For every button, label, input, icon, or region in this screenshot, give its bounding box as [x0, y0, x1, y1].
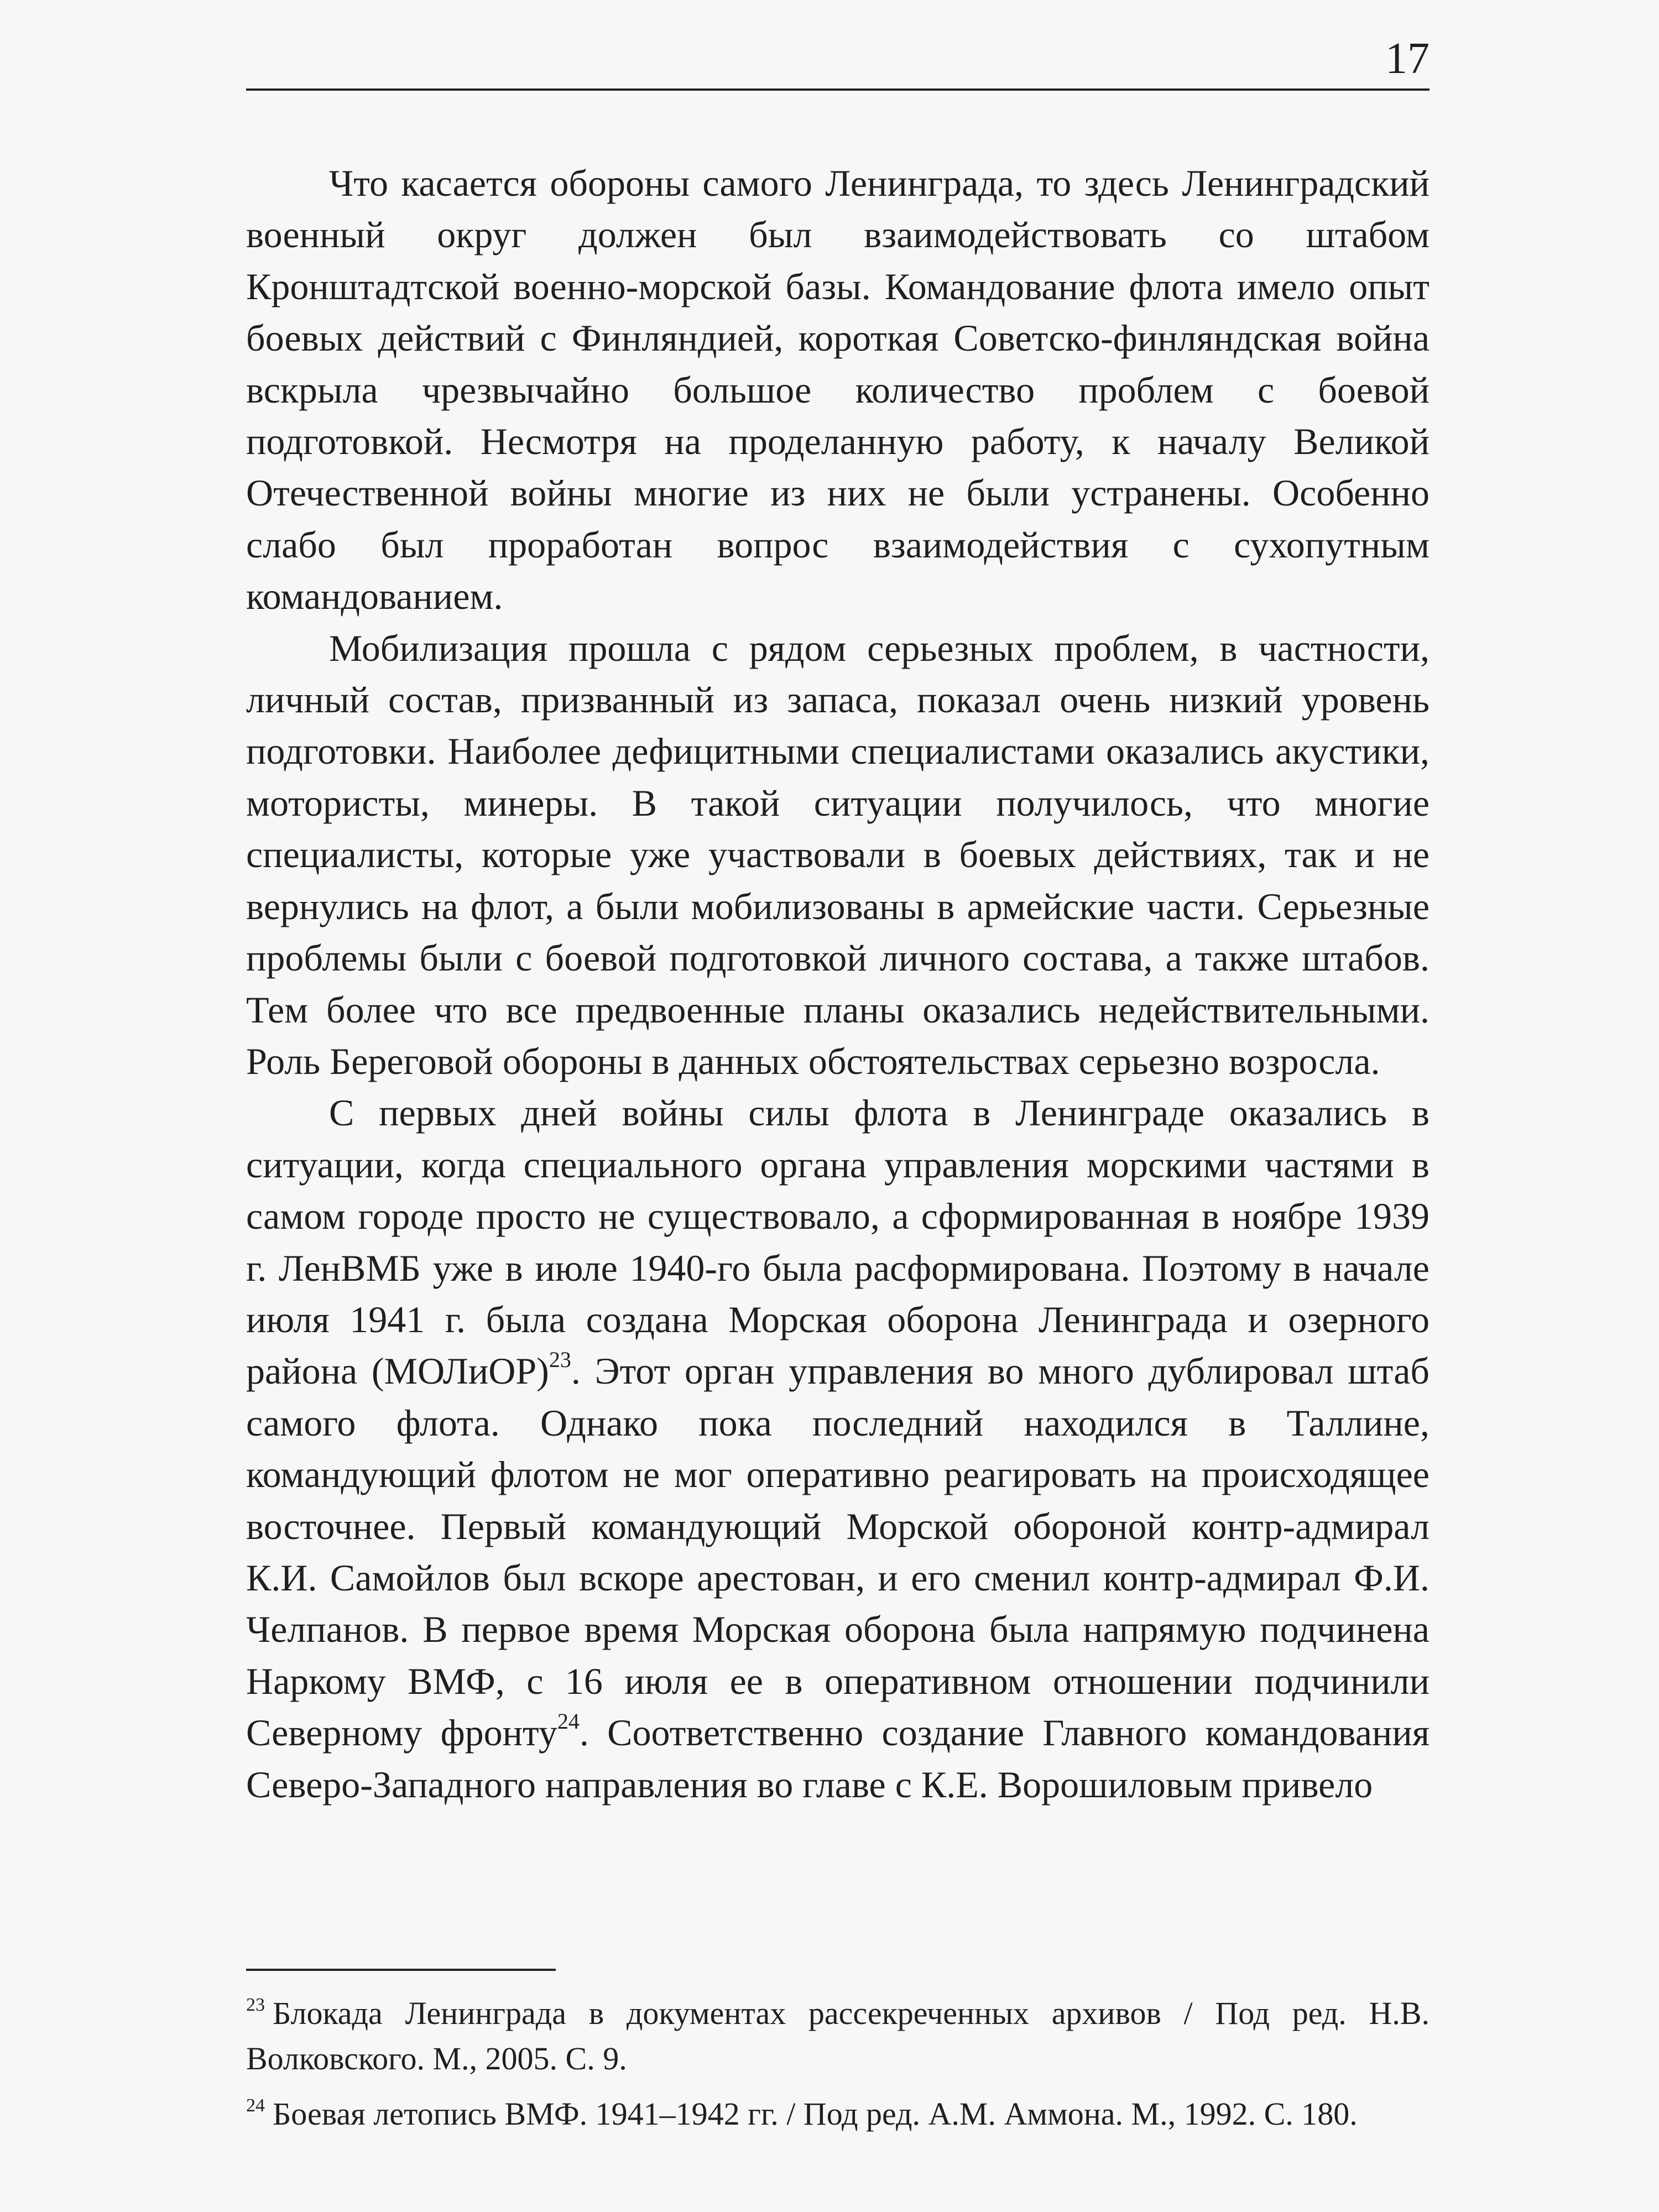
paragraph-3-text-b: . Этот орган управления во много дублировал штаб самого флота. Однако пока последний находился в Таллине, командующий флотом не мог оперативно реагировать на происходящее восточнее. Первый командующий Морской обороной контр-адмирал К.И. Самойлов был вскоре арестован, и его сменил контр-адмирал Ф.И. Челпанов. В первое время Морская оборона была напрямую подчинена Наркому ВМФ, с 16 июля ее в оперативном отношении подчинили Северному фронту	[246, 1350, 1430, 1754]
footnote-23	[246, 1991, 1430, 2081]
paragraph-3	[246, 1087, 1430, 1811]
footnote-ref-24: 24	[557, 1709, 580, 1734]
footnote-text: Блокада Ленинграда в документах рассекреченных архивов / Под ред. Н.В. Волковского. М., 2005. С. 9.	[246, 1995, 1430, 2077]
running-head	[246, 33, 1430, 94]
footnote-number: 23	[246, 1995, 265, 2015]
main-text	[246, 158, 1430, 1811]
paragraph-1: Что касается обороны самого Ленинграда, то здесь Ленинградский военный округ должен был взаимодействовать со штабом Кронштадтской военно-морской базы. Командование флота имело опыт боевых действий с Финляндией, короткая Советско-финляндская война вскрыла чрезвычайно большое количество проблем с боевой подготовкой. Несмотря на проделанную работу, к началу Великой Отечественной войны многие из них не были устранены. Особенно слабо был проработан вопрос взаимодействия с сухопутным командованием.	[246, 162, 1430, 618]
footnote-text: Боевая летопись ВМФ. 1941–1942 гг. / Под ред. А.М. Аммона. М., 1992. С. 180.	[273, 2096, 1358, 2132]
footnote-number: 24	[246, 2095, 265, 2116]
footnote-ref-23: 23	[549, 1347, 571, 1373]
paragraph-3-text-c: . Соответственно создание Главного командования Северо-Западного направления во главе с К.Е. Ворошиловым привело	[246, 1712, 1430, 1806]
paragraph-2: Мобилизация прошла с рядом серьезных проблем, в частности, личный состав, призванный из запаса, показал очень низкий уровень подготовки. Наиболее дефицитными специалистами оказались акустики, мотористы, минеры. В такой ситуации получилось, что многие специалисты, которые уже участвовали в боевых действиях, так и не вернулись на флот, а были мобилизованы в армейские части. Серьезные проблемы были с боевой подготовкой личного состава, а также штабов. Тем более что все предвоенные планы оказались недействительными. Роль Береговой обороны в данных обстоятельствах серьезно возросла.	[246, 627, 1430, 1082]
header-rule	[246, 88, 1430, 91]
footnotes	[246, 1991, 1430, 2147]
paragraph-3-text-a: С первых дней войны силы флота в Ленинграде оказались в ситуации, когда специального органа управления морскими частями в самом городе просто не существовало, а сформированная в ноябре 1939 г. ЛенВМБ уже в июле 1940-го была расформирована. Поэтому в начале июля 1941 г. была создана Морская оборона Ленинграда и озерного района (МОЛиОР)	[246, 1092, 1430, 1392]
footnote-24	[246, 2091, 1430, 2137]
page-number: 17	[1385, 34, 1430, 83]
footnote-rule	[246, 1969, 556, 1971]
